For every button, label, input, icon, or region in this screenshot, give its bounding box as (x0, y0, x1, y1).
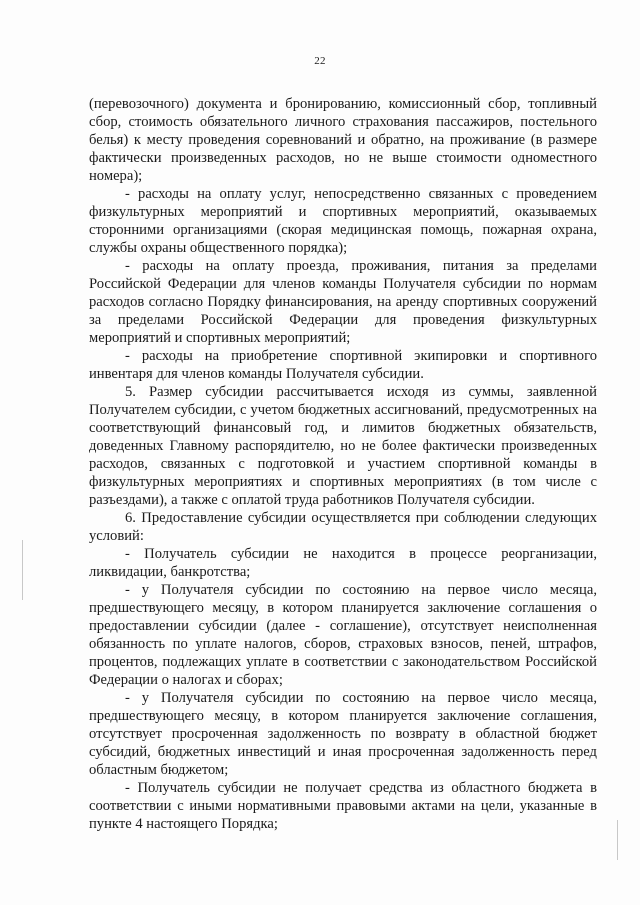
list-item-condition-reorganization: - Получатель субсидии не находится в процессе реорганизации, ликвидации, банкротства; (89, 546, 597, 580)
paragraph-clause-5: 5. Размер субсидии рассчитывается исходя из суммы, заявленной Получателем субсидии, с учетом бюджетных ассигнований, предусмотренных на соответствующий финансовый год, и лимитов бюджетных обязательств, доведенных Главному распорядителю, но не более фактически произведенных расходов, связанных с подготовкой и участием спортивной команды в физкультурных мероприятиях и спортивных мероприятиях (в том числе с разъездами), а также с оплатой труда работников Получателя субсидии. (89, 384, 597, 508)
scan-artifact (22, 540, 23, 600)
page-number: 22 (314, 55, 326, 67)
list-item-condition-budget-debt: - у Получателя субсидии по состоянию на первое число месяца, предшествующего месяцу, в котором планируется заключение соглашения, отсутствует просроченная задолженность по возврату в областной бюджет субсидий, бюджетных инвестиций и иная просроченная задолженность перед областным бюджетом; (89, 690, 597, 778)
scan-artifact (617, 820, 618, 860)
document-body (89, 95, 597, 833)
list-item-equipment-expenses: - расходы на приобретение спортивной экипировки и спортивного инвентаря для членов команды Получателя субсидии. (89, 348, 597, 382)
list-item-services-expenses: - расходы на оплату услуг, непосредственно связанных с проведением физкультурных мероприятий и спортивных мероприятий, оказываемых сторонними организациями (скорая медицинская помощь, пожарная охрана, службы охраны общественного порядка); (89, 186, 597, 256)
list-item-travel-abroad-expenses: - расходы на оплату проезда, проживания, питания за пределами Российской Федерации для членов команды Получателя субсидии по нормам расходов согласно Порядку финансирования, на аренду спортивных сооружений за пределами Российской Федерации для проведения физкультурных мероприятий и спортивных мероприятий; (89, 258, 597, 346)
list-item-condition-other-funding: - Получатель субсидии не получает средства из областного бюджета в соответствии с иными нормативными правовыми актами на цели, указанные в пункте 4 настоящего Порядка; (89, 780, 597, 832)
paragraph-clause-6: 6. Предоставление субсидии осуществляется при соблюдении следующих условий: (89, 510, 597, 544)
paragraph-continuation: (перевозочного) документа и бронированию, комиссионный сбор, топливный сбор, стоимость обязательного личного страхования пассажиров, постельного белья) к месту проведения соревнований и обратно, на проживание (в размере фактически произведенных расходов, но не выше стоимости одноместного номера); (89, 96, 597, 184)
list-item-condition-tax-debt: - у Получателя субсидии по состоянию на первое число месяца, предшествующего месяцу, в котором планируется заключение соглашения о предоставлении субсидии (далее - соглашение), отсутствует неисполненная обязанность по уплате налогов, сборов, страховых взносов, пеней, штрафов, процентов, подлежащих уплате в соответствии с законодательством Российской Федерации о налогах и сборах; (89, 582, 597, 688)
